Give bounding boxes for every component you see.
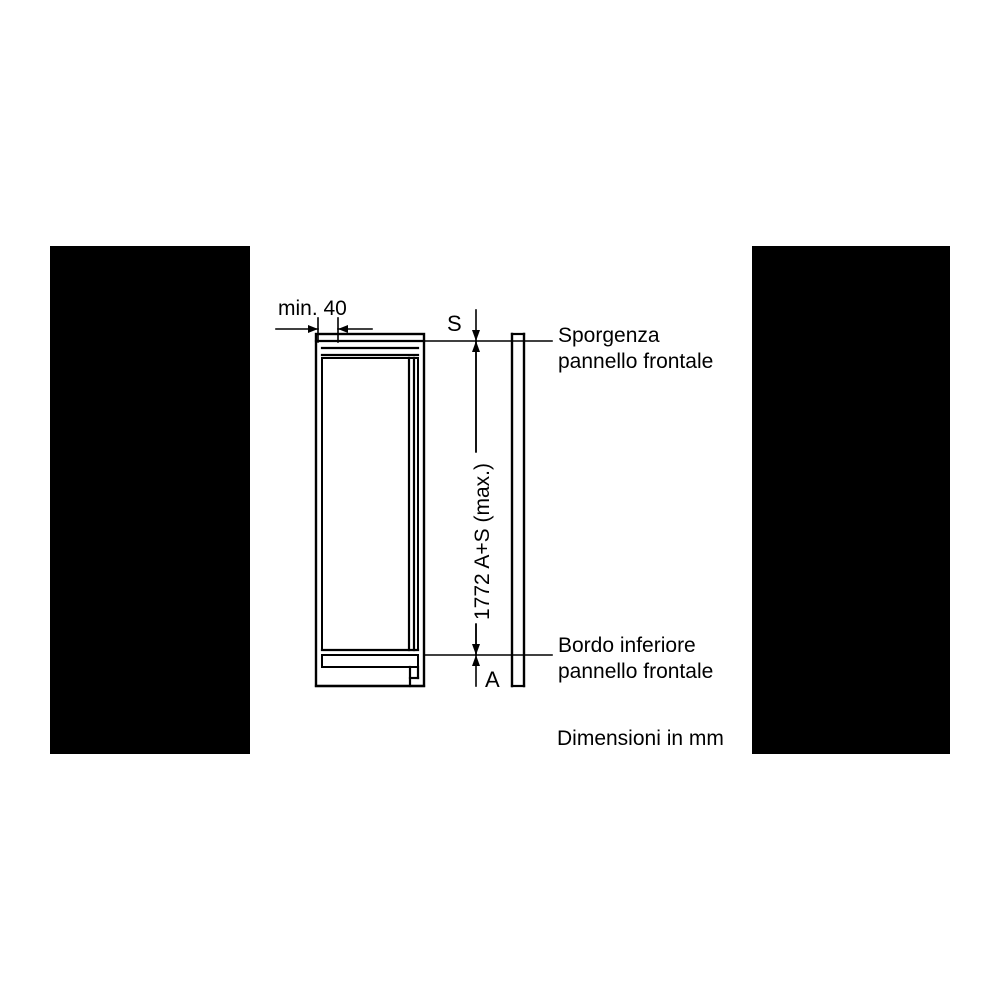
label-a-marker: A xyxy=(485,667,500,692)
callout-bottom-line2: pannello frontale xyxy=(558,660,714,683)
callout-bottom-line1: Bordo inferiore xyxy=(558,634,696,657)
label-height-dimension: 1772 A+S (max.) xyxy=(471,463,494,620)
callout-bottom xyxy=(558,633,713,685)
callout-top-line2: pannello frontale xyxy=(558,350,714,373)
label-units-note: Dimensioni in mm xyxy=(557,727,724,750)
label-min-gap: min. 40 xyxy=(278,297,347,320)
label-s-marker: S xyxy=(447,311,462,336)
callout-top xyxy=(558,323,713,375)
callout-top-line1: Sporgenza xyxy=(558,324,660,347)
